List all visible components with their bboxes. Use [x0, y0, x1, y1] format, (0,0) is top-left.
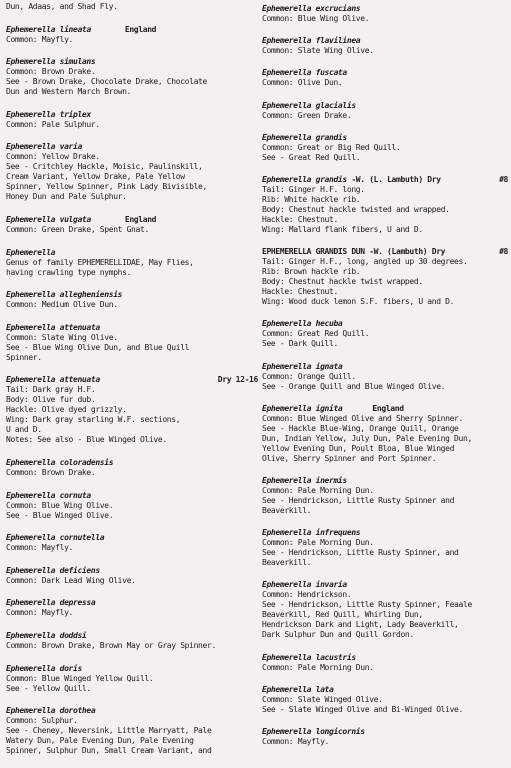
entry-line: Beaverkill, Red Quill, Whirling Dun,: [262, 610, 423, 620]
entry-line: See - Slate Winged Olive and Bi-Winged Olive.: [262, 704, 463, 714]
entry-line: Common: Mayfly.: [6, 34, 73, 44]
entry-heading: Ephemerella dorothea: [6, 706, 96, 716]
entry-line: Common: Hendrickson.: [262, 590, 352, 600]
entry-heading-row: [262, 404, 508, 414]
entry-line: Wing: Wood duck lemon S.F. fibers, U and D.: [262, 297, 455, 307]
entry-heading-row: [6, 533, 258, 543]
entry-line: Common: Blue Wing Olive.: [262, 14, 370, 23]
entry-tag: #8: [499, 247, 508, 257]
entry-heading-row: [262, 101, 508, 111]
entry-heading-row: [6, 631, 258, 641]
entry-line: Dark Sulphur Dun and Quill Gordon.: [262, 630, 414, 640]
entry-heading: Ephemerella attenuata: [6, 322, 100, 332]
dictionary-entry: [6, 323, 258, 363]
entry-line: Common: Blue Winged Olive and Sherry Spinner.: [262, 413, 463, 423]
entry-heading: Ephemerella inermis: [262, 476, 347, 485]
entry-line: Rib: Brown hackle rib.: [262, 267, 361, 277]
dictionary-entry: [262, 528, 508, 568]
entry-line: Common: Sulphur.: [6, 716, 78, 726]
dictionary-entry: [6, 533, 258, 553]
dictionary-entry: [6, 375, 258, 445]
entry-line: Rib: White hackle rib.: [262, 195, 361, 204]
entry-heading-row: [262, 319, 508, 329]
entry-line: Common: Mayfly.: [6, 543, 73, 553]
entry-line: Hendrickson Dark and Light, Lady Beaverkill,: [262, 620, 459, 630]
entry-line: Common: Mayfly.: [6, 608, 73, 618]
entry-line: Common: Pale Sulphur.: [6, 119, 100, 129]
entry-line: Genus of family EPHEMERELLIDAE, May Flies,: [6, 257, 194, 267]
dictionary-entry: [262, 653, 508, 673]
dictionary-entry: [6, 25, 258, 45]
dictionary-entry: [6, 598, 258, 618]
entry-heading: Ephemerella: [6, 247, 56, 257]
entry-heading-row: [262, 175, 508, 185]
dictionary-entry: [6, 566, 258, 586]
entry-line: Body: Olive fur dub.: [6, 395, 96, 405]
entry-line: Common: Pale Morning Dun.: [262, 538, 374, 548]
entry-heading-row: [262, 685, 508, 695]
entry-line: Yellow Evening Dun, Poult Bloa, Blue Winged: [262, 443, 455, 453]
entry-line: See - Critchley Hackle, Moisic, Paulinskill,: [6, 162, 203, 172]
entry-line: See - Cheney, Neversink, Little Marryatt, Pale: [6, 726, 212, 736]
entry-line: Dun, Indian Yellow, July Dun, Pale Evening Dun,: [262, 433, 472, 443]
entry-line: Dun and Western March Brown.: [6, 87, 132, 97]
entry-line: Hackle: Olive dyed grizzly.: [6, 405, 127, 415]
entry-line: See - Blue Wing Olive Dun, and Blue Quill: [6, 342, 190, 352]
dictionary-entry: [262, 476, 508, 516]
entry-line: having crawling type nymphs.: [6, 267, 132, 277]
dictionary-entry: [262, 247, 508, 307]
entry-line: See - Brown Drake, Chocolate Drake, Chocolate: [6, 77, 207, 87]
entry-line: See - Hendrickson, Little Rusty Spinner, Feaale: [262, 600, 472, 610]
entry-heading-row: [6, 110, 258, 120]
dictionary-entry: [6, 631, 258, 651]
entry-line: Common: Slate Winged Olive.: [262, 694, 383, 704]
entry-line: Common: Green Drake, Spent Gnat.: [6, 225, 149, 234]
dictionary-entry: [6, 215, 258, 235]
entry-heading-row: [262, 653, 508, 663]
entry-heading-row: [262, 4, 508, 14]
dictionary-entry: [262, 133, 508, 163]
entry-line: Hackle: Chestnut.: [262, 215, 338, 224]
entry-heading-row: [262, 133, 508, 143]
entry-line: Tail: Ginger H.F., long, angled up 30 degrees.: [262, 257, 468, 267]
dictionary-entry: [6, 290, 258, 310]
entry-line: Spinner, Yellow Spinner, Pink Lady Bivisible,: [6, 182, 207, 192]
dictionary-entry: [262, 362, 508, 392]
dictionary-entry: [6, 248, 258, 278]
dictionary-entry: [6, 57, 258, 97]
entry-line: Common: Pale Morning Dun.: [262, 662, 374, 672]
entry-line: See - Hendrickson, Little Rusty Spinner, and: [262, 548, 459, 558]
entry-heading: Ephemerella fuscata: [262, 68, 347, 78]
entry-line: Notes: See also - Blue Winged Olive.: [6, 435, 167, 445]
dictionary-entry: [262, 319, 508, 349]
entry-heading-row: [6, 290, 258, 300]
entry-line: See - Yellow Quill.: [6, 683, 91, 693]
entry-heading: Ephemerella triplex: [6, 109, 91, 119]
entry-line: Common: Brown Drake.: [6, 67, 96, 77]
dictionary-entry: [262, 101, 508, 121]
entry-heading-extra: -W. (L. Lambuth) Dry: [346, 175, 441, 184]
entry-line: Wing: Dark gray starling W.F. sections,: [6, 415, 181, 425]
entry-heading-row: [6, 491, 258, 501]
entry-tag: England: [124, 24, 157, 34]
entry-heading-row: [6, 57, 258, 67]
entry-heading-row: [262, 528, 508, 538]
entry-line: Tail: Dark gray H.F.: [6, 385, 96, 395]
entry-line: Body: Chestnut hackle twisted and wrapped.: [262, 205, 450, 214]
entry-heading: Ephemerella allegheniensis: [6, 290, 123, 300]
entry-heading: EPHEMERELLA GRANDIS DUN -W. (Lambuth) Dry: [262, 247, 446, 257]
dictionary-entry: [262, 4, 508, 24]
entry-heading: Ephemerella glacialis: [262, 100, 356, 110]
entry-line: Spinner.: [6, 352, 42, 362]
entry-heading: Ephemerella infrequens: [262, 528, 361, 538]
entry-heading: Ephemerella longicornis: [262, 727, 365, 736]
entry-line: Common: Mayfly.: [262, 737, 329, 746]
entry-heading-row: [6, 664, 258, 674]
entry-line: Common: Great Red Quill.: [262, 329, 370, 339]
entry-line: Common: Dark Lead Wing Olive.: [6, 575, 136, 585]
entry-line: Common: Green Drake.: [262, 110, 352, 120]
dictionary-entry: [262, 404, 508, 464]
entry-heading: Ephemerella lata: [262, 684, 334, 694]
entry-heading: Ephemerella ignata: [262, 361, 343, 371]
entry-line: Common: Slate Wing Olive.: [6, 332, 118, 342]
dictionary-entry: [6, 2, 258, 12]
entry-line: Body: Chestnut hackle twist wrapped.: [262, 277, 423, 287]
entry-heading: Ephemerella deficiens: [6, 565, 100, 575]
dictionary-entry: [262, 175, 508, 235]
entry-tag: England: [124, 215, 157, 224]
dictionary-entry: [262, 36, 508, 56]
entry-line: See - Hackle Blue-Wing, Orange Quill, Orange: [262, 423, 459, 433]
entry-line: Common: Slate Wing Olive.: [262, 46, 374, 56]
entry-heading: Ephemerella ignita: [262, 403, 343, 413]
entry-heading: Ephemerella simulans: [6, 57, 96, 67]
entry-heading: Ephemerella vulgata: [6, 215, 91, 224]
entry-line: Hackle: Chestnut.: [262, 287, 338, 297]
entry-line: Wing: Mallard flank fibers, U and D.: [262, 225, 423, 234]
entry-line: Dun, Adaas, and Shad Fly.: [6, 2, 118, 11]
entry-heading-row: [6, 215, 258, 225]
entry-heading: Ephemerella hecuba: [262, 319, 343, 329]
entry-heading-row: [262, 247, 508, 257]
entry-heading-row: [6, 142, 258, 152]
dictionary-entry: [6, 664, 258, 694]
entry-heading-row: [6, 323, 258, 333]
entry-line: See - Dark Quill.: [262, 339, 338, 349]
dictionary-entry: [6, 142, 258, 202]
dictionary-entry: [6, 706, 258, 756]
entry-line: Common: Orange Quill.: [262, 371, 356, 381]
entry-heading: Ephemerella invaria: [262, 580, 347, 590]
entry-heading-row: [262, 476, 508, 486]
dictionary-entry: [6, 458, 258, 478]
entry-heading: Ephemerella coloradensis: [6, 458, 114, 467]
entry-heading: Ephemerella excrucians: [262, 4, 361, 13]
entry-line: Common: Blue Wing Olive.: [6, 500, 114, 510]
entry-region-tag: England: [372, 403, 404, 413]
dictionary-entry: [6, 491, 258, 521]
entry-line: Tail: Ginger H.F. long.: [262, 185, 365, 194]
dictionary-entry: [6, 110, 258, 130]
entry-heading: Ephemerella flavilinea: [262, 36, 361, 46]
entry-heading: Ephemerella lacustris: [262, 652, 356, 662]
entry-line: Common: Medium Olive Dun.: [6, 300, 118, 310]
entry-line: See - Blue Winged Olive.: [6, 510, 114, 520]
entry-line: Common: Blue Winged Yellow Quill.: [6, 673, 154, 683]
entry-line: Common: Yellow Drake.: [6, 152, 100, 162]
entry-heading: Ephemerella grandis: [262, 175, 347, 184]
entry-heading-row: [262, 36, 508, 46]
entry-heading: Ephemerella grandis: [262, 132, 347, 142]
entry-line: See - Great Red Quill.: [262, 152, 361, 162]
entry-heading: Ephemerella doris: [6, 663, 82, 673]
entry-heading-row: [6, 248, 258, 258]
entry-heading-row: [6, 375, 258, 385]
entry-heading-row: [6, 458, 258, 468]
entry-heading: Ephemerella lineata: [6, 24, 91, 34]
entry-line: Olive, Sherry Spinner and Port Spinner.: [262, 453, 437, 463]
entry-line: Common: Brown Drake.: [6, 468, 96, 477]
entry-line: Beaverkill.: [262, 558, 312, 568]
dictionary-entry: [262, 685, 508, 715]
entry-heading-row: [6, 25, 258, 35]
entry-line: Beaverkill.: [262, 506, 312, 515]
entry-heading: Ephemerella cornutella: [6, 533, 105, 543]
entry-line: See - Orange Quill and Blue Winged Olive.: [262, 381, 446, 391]
entry-tag: Dry 12-16: [217, 375, 258, 385]
entry-heading-row: [262, 580, 508, 590]
entry-line: Common: Olive Dun.: [262, 78, 343, 88]
entry-heading: Ephemerella doddsi: [6, 631, 87, 640]
entry-line: Common: Brown Drake, Brown May or Gray Spinner.: [6, 641, 216, 650]
entry-heading-row: [6, 598, 258, 608]
entry-heading: Ephemerella attenuata: [6, 375, 100, 385]
dictionary-entry: [262, 68, 508, 88]
dictionary-entry: [262, 580, 508, 640]
entry-line: Honey Dun and Pale Sulphur.: [6, 192, 127, 202]
entry-heading: Ephemerella depressa: [6, 598, 96, 608]
entry-line: Cream Variant, Yellow Drake, Pale Yellow: [6, 172, 185, 182]
entry-line: Common: Great or Big Red Quill.: [262, 142, 401, 152]
entry-heading-row: [262, 362, 508, 372]
entry-line: Spinner, Sulphur Dun, Small Cream Variant, and: [6, 746, 212, 756]
entry-line: U and D.: [6, 425, 42, 435]
entry-heading: Ephemerella cornuta: [6, 490, 91, 500]
entry-heading-row: [6, 566, 258, 576]
entry-heading-row: [6, 706, 258, 716]
entry-heading: Ephemerella varia: [6, 142, 82, 152]
dictionary-entry: [262, 727, 508, 747]
entry-line: See - Hendrickson, Little Rusty Spinner and: [262, 496, 455, 505]
entry-line: Common: Pale Morning Dun.: [262, 486, 374, 495]
entry-tag: #8: [499, 175, 508, 184]
entry-line: Watery Dun, Pale Evening Dun, Pale Evening: [6, 736, 194, 746]
entry-heading-row: [262, 68, 508, 78]
entry-heading-row: [262, 727, 508, 737]
